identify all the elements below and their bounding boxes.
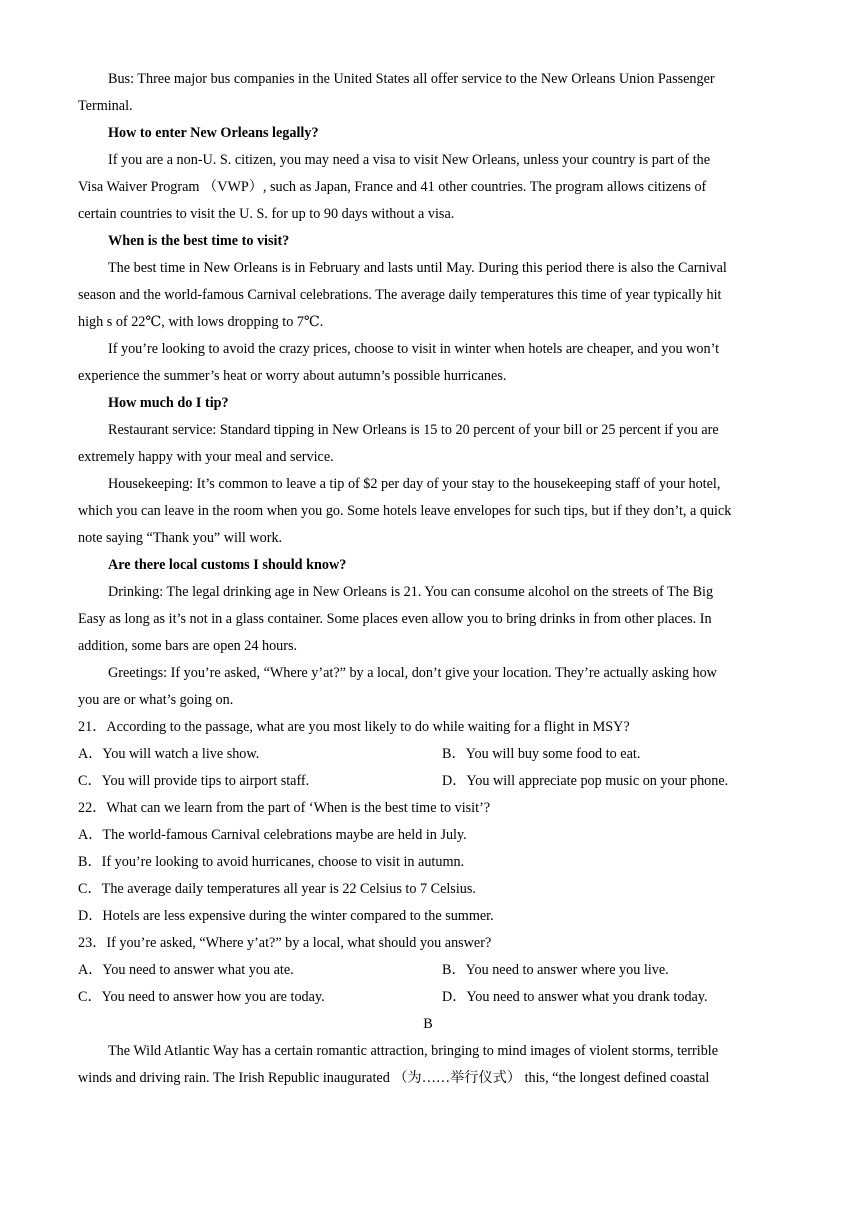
- section-heading: When is the best time to visit?: [108, 233, 290, 249]
- paragraph-line: Drinking: The legal drinking age in New Orleans is 21. You can consume alcohol on the streets of The Big: [108, 584, 714, 600]
- passage-a-body: [78, 66, 778, 714]
- section-heading: Are there local customs I should know?: [108, 557, 347, 573]
- paragraph-line: Terminal.: [78, 98, 133, 114]
- options-row: [78, 984, 778, 1011]
- paragraph-line: high s of 22℃, with lows dropping to 7℃.: [78, 314, 324, 330]
- question-23: [78, 930, 778, 1011]
- paragraph-line: Easy as long as it’s not in a glass container. Some places even allow you to bring drinks in from other places. In: [78, 611, 712, 627]
- section-b: [78, 1011, 778, 1092]
- paragraph-line: Bus: Three major bus companies in the United States all offer service to the New Orleans Union Passenger: [108, 71, 715, 87]
- paragraph-line: Greetings: If you’re asked, “Where y’at?” by a local, don’t give your location. They’re actually asking how: [108, 665, 717, 681]
- question-stem: 22．What can we learn from the part of ‘When is the best time to visit’?: [78, 800, 491, 816]
- paragraph-line: winds and driving rain. The Irish Republic inaugurated （为……举行仪式） this, “the longest defined coastal: [78, 1070, 710, 1086]
- paragraph-line: The best time in New Orleans is in February and lasts until May. During this period there is also the Carnival: [108, 260, 727, 276]
- section-heading: How to enter New Orleans legally?: [108, 125, 319, 141]
- paragraph-line: experience the summer’s heat or worry about autumn’s possible hurricanes.: [78, 368, 507, 384]
- section-heading: How much do I tip?: [108, 395, 229, 411]
- paragraph-line: If you are a non-U. S. citizen, you may need a visa to visit New Orleans, unless your country is part of the: [108, 152, 711, 168]
- paragraph-line: season and the world-famous Carnival celebrations. The average daily temperatures this time of year typically hit: [78, 287, 722, 303]
- paragraph-line: certain countries to visit the U. S. for up to 90 days without a visa.: [78, 206, 455, 222]
- paragraph-line: addition, some bars are open 24 hours.: [78, 638, 298, 654]
- question-stem: 21．According to the passage, what are you most likely to do while waiting for a flight in MSY?: [78, 719, 630, 735]
- question-stem: 23．If you’re asked, “Where y’at?” by a local, what should you answer?: [78, 935, 492, 951]
- option-b[interactable]: B．If you’re looking to avoid hurricanes, choose to visit in autumn.: [78, 854, 465, 870]
- paragraph-line: Housekeeping: It’s common to leave a tip of $2 per day of your stay to the housekeeping staff of your hotel,: [108, 476, 721, 492]
- paragraph-line: Visa Waiver Program （VWP）, such as Japan, France and 41 other countries. The program allows citizens of: [78, 179, 707, 195]
- option-c[interactable]: C．You need to answer how you are today.: [78, 989, 325, 1005]
- option-d[interactable]: D．You will appreciate pop music on your phone.: [442, 773, 729, 789]
- option-d[interactable]: D．Hotels are less expensive during the winter compared to the summer.: [78, 908, 494, 924]
- options-row: [78, 768, 778, 795]
- document-page: [78, 66, 778, 1092]
- section-label: B: [423, 1016, 433, 1032]
- paragraph-line: you are or what’s going on.: [78, 692, 234, 708]
- paragraph-line: extremely happy with your meal and service.: [78, 449, 334, 465]
- option-a[interactable]: A．The world-famous Carnival celebrations maybe are held in July.: [78, 827, 467, 843]
- option-a[interactable]: A．You will watch a live show.: [78, 746, 260, 762]
- question-22: [78, 795, 778, 930]
- option-c[interactable]: C．You will provide tips to airport staff.: [78, 773, 310, 789]
- options-row: [78, 957, 778, 984]
- options-row: [78, 741, 778, 768]
- option-d[interactable]: D．You need to answer what you drank today.: [442, 989, 708, 1005]
- option-a[interactable]: A．You need to answer what you ate.: [78, 962, 294, 978]
- paragraph-line: which you can leave in the room when you go. Some hotels leave envelopes for such tips, but if they don’t, a quick: [78, 503, 732, 519]
- paragraph-line: If you’re looking to avoid the crazy prices, choose to visit in winter when hotels are cheaper, and you won’t: [108, 341, 720, 357]
- question-21: [78, 714, 778, 795]
- option-c[interactable]: C．The average daily temperatures all year is 22 Celsius to 7 Celsius.: [78, 881, 476, 897]
- paragraph-line: The Wild Atlantic Way has a certain romantic attraction, bringing to mind images of violent storms, terrible: [108, 1043, 719, 1059]
- option-b[interactable]: B．You will buy some food to eat.: [442, 746, 641, 762]
- option-b[interactable]: B．You need to answer where you live.: [442, 962, 669, 978]
- paragraph-line: Restaurant service: Standard tipping in New Orleans is 15 to 20 percent of your bill or 25 percent if you are: [108, 422, 719, 438]
- paragraph-line: note saying “Thank you” will work.: [78, 530, 283, 546]
